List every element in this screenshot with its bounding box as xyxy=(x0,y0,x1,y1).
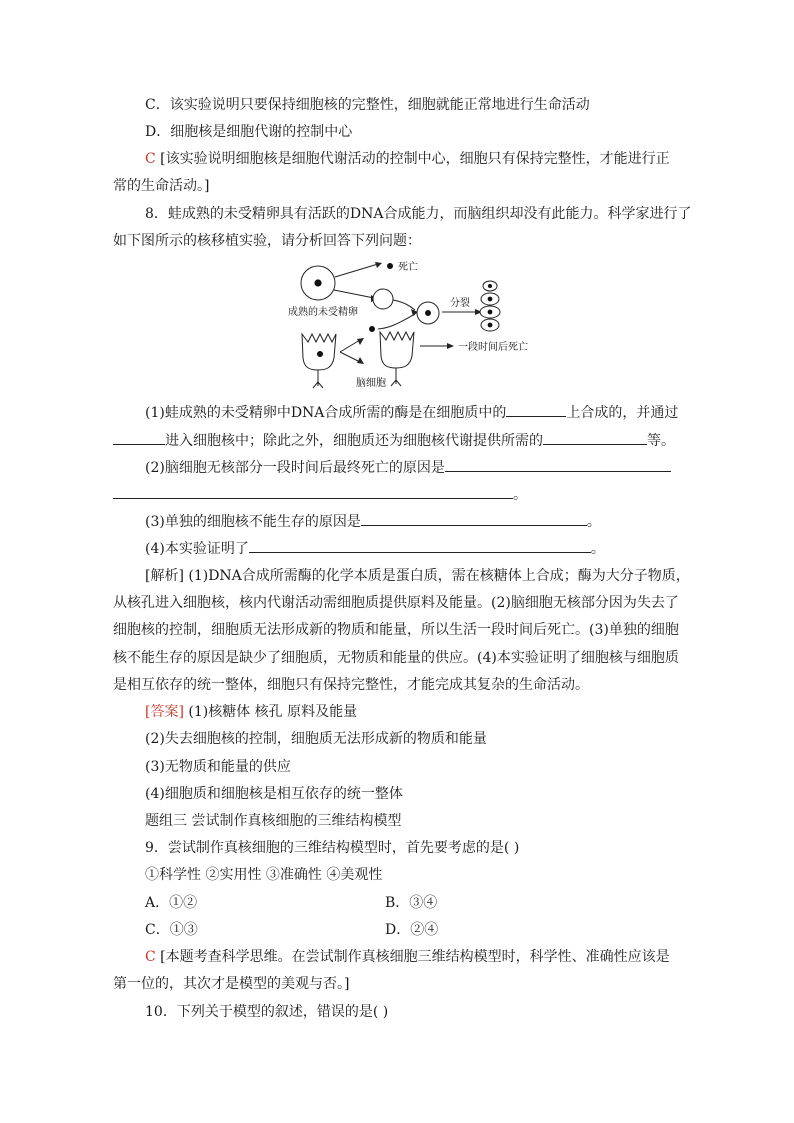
q9-explanation xyxy=(145,947,670,967)
egg-nucleus xyxy=(314,279,321,286)
group3-title: 题组三 尝试制作真核细胞的三维结构模型 xyxy=(145,813,402,829)
q9-items: ①科学性 ②实用性 ③准确性 ④美观性 xyxy=(145,867,383,883)
q8-sub3-text: (3)单独的细胞核不能生存的原因是 xyxy=(145,514,361,530)
q9-explanation-1: [本题考查科学思维。在尝试制作真核细胞三维结构模型时，科学性、准确性应该是 xyxy=(160,949,670,965)
q9-option-a[interactable]: A．①② xyxy=(145,895,198,911)
q8-sub2-line1 xyxy=(145,457,671,478)
q7-explanation-1: [该实验说明细胞核是细胞代谢活动的控制中心，细胞只有保持完整性，才能进行正 xyxy=(160,151,670,167)
q8-sub1-line2 xyxy=(113,430,675,451)
q8-sub2-line2 xyxy=(113,484,527,505)
q8-stem-2: 如下图所示的核移植实验，请分析回答下列问题： xyxy=(113,233,421,249)
q9-stem: 9．尝试制作真核细胞的三维结构模型时，首先要考虑的是( ) xyxy=(145,840,520,856)
q8-sub1-text-d: 等。 xyxy=(647,433,675,449)
label-brain: 脑细胞 xyxy=(356,378,386,389)
q8-analysis-5: 是相互依存的统一整体，细胞只有保持完整性，才能完成其复杂的生命活动。 xyxy=(113,677,589,693)
q8-sub4-text: (4)本实验证明了 xyxy=(145,541,249,557)
q8-answer-2: (2)失去细胞核的控制，细胞质无法形成新的物质和能量 xyxy=(145,731,487,747)
q8-analysis-2: 从核孔进入细胞核，核内代谢活动需细胞质提供原料及能量。(2)脑细胞无核部分因为失去了 xyxy=(113,595,679,611)
q9-answer-letter: C xyxy=(145,949,156,965)
q7-explanation xyxy=(145,149,670,169)
q7-option-d: D．细胞核是细胞代谢的控制中心 xyxy=(145,124,353,140)
label-later-death: 一段时间后死亡 xyxy=(458,342,528,353)
q9-option-b[interactable]: B．③④ xyxy=(385,895,438,911)
q8-sub2-end: 。 xyxy=(513,487,527,503)
q8-answer-1: (1)核糖体 核孔 原料及能量 xyxy=(188,704,358,720)
q8-sub4-end: 。 xyxy=(590,541,605,557)
label-death: 死亡 xyxy=(398,262,418,273)
enucleated-egg xyxy=(373,289,393,309)
q8-analysis-1: [解析] (1)DNA合成所需酶的化学本质是蛋白质，需在核糖体上合成；酶为大分子物质， xyxy=(145,568,690,584)
answer-blank[interactable] xyxy=(361,511,587,526)
dividing-cells xyxy=(480,281,500,331)
brain-cell-whole xyxy=(302,334,336,388)
q8-sub3-end: 。 xyxy=(586,514,601,530)
label-divide: 分裂 xyxy=(450,298,470,309)
isolated-nucleus-dot xyxy=(387,263,393,269)
q8-answer-1-line xyxy=(145,702,357,722)
q8-analysis-4: 核不能生存的原因是缺少了细胞质，无物质和能量的供应。(4)本实验证明了细胞核与细胞质 xyxy=(113,650,679,666)
q9-option-d[interactable]: D．②④ xyxy=(385,922,439,938)
q8-sub1-line1 xyxy=(145,402,678,423)
q8-sub2-text: (2)脑细胞无核部分一段时间后最终死亡的原因是 xyxy=(145,460,445,476)
q8-sub1-text-a: (1)蛙成熟的未受精卵中DNA合成所需的酶是在细胞质中的 xyxy=(145,405,507,421)
answer-blank[interactable] xyxy=(113,484,513,499)
q7-option-c: C．该实验说明只要保持细胞核的完整性，细胞就能正常地进行生命活动 xyxy=(145,97,590,113)
q8-sub1-text-b: 上合成的，并通过 xyxy=(566,405,679,421)
label-egg: 成熟的未受精卵 xyxy=(288,307,358,318)
answer-label: [答案] xyxy=(145,704,184,720)
answer-blank[interactable] xyxy=(543,430,647,445)
q8-answer-4: (4)细胞质和细胞核是相互依存的统一整体 xyxy=(145,786,403,802)
answer-blank[interactable] xyxy=(445,457,671,472)
q9-explanation-2: 第一位的，其次才是模型的美观与否。] xyxy=(113,976,350,992)
q8-sub3-line xyxy=(145,511,601,532)
nuclear-transplant-diagram xyxy=(282,258,542,393)
q8-sub1-text-c: 进入细胞核中；除此之外，细胞质还为细胞核代谢提供所需的 xyxy=(165,433,543,449)
q8-sub4-line xyxy=(145,538,605,559)
q9-option-c[interactable]: C．①③ xyxy=(145,922,198,938)
answer-blank[interactable] xyxy=(113,430,165,445)
brain-nucleus xyxy=(369,326,375,332)
q7-explanation-2: 常的生命活动。] xyxy=(113,178,210,194)
q8-answer-3: (3)无物质和能量的供应 xyxy=(145,759,291,775)
q8-analysis-3: 细胞核的控制，细胞质无法形成新的物质和能量，所以生活一段时间后死亡。(3)单独的细胞 xyxy=(113,622,679,638)
q10-stem: 10．下列关于模型的叙述，错误的是( ) xyxy=(145,1004,389,1020)
q8-stem-1: 8．蛙成熟的未受精卵具有活跃的DNA合成能力，而脑组织却没有此能力。科学家进行了 xyxy=(145,206,692,222)
q7-answer-letter: C xyxy=(145,151,156,167)
answer-blank[interactable] xyxy=(249,538,591,553)
answer-blank[interactable] xyxy=(506,402,566,417)
